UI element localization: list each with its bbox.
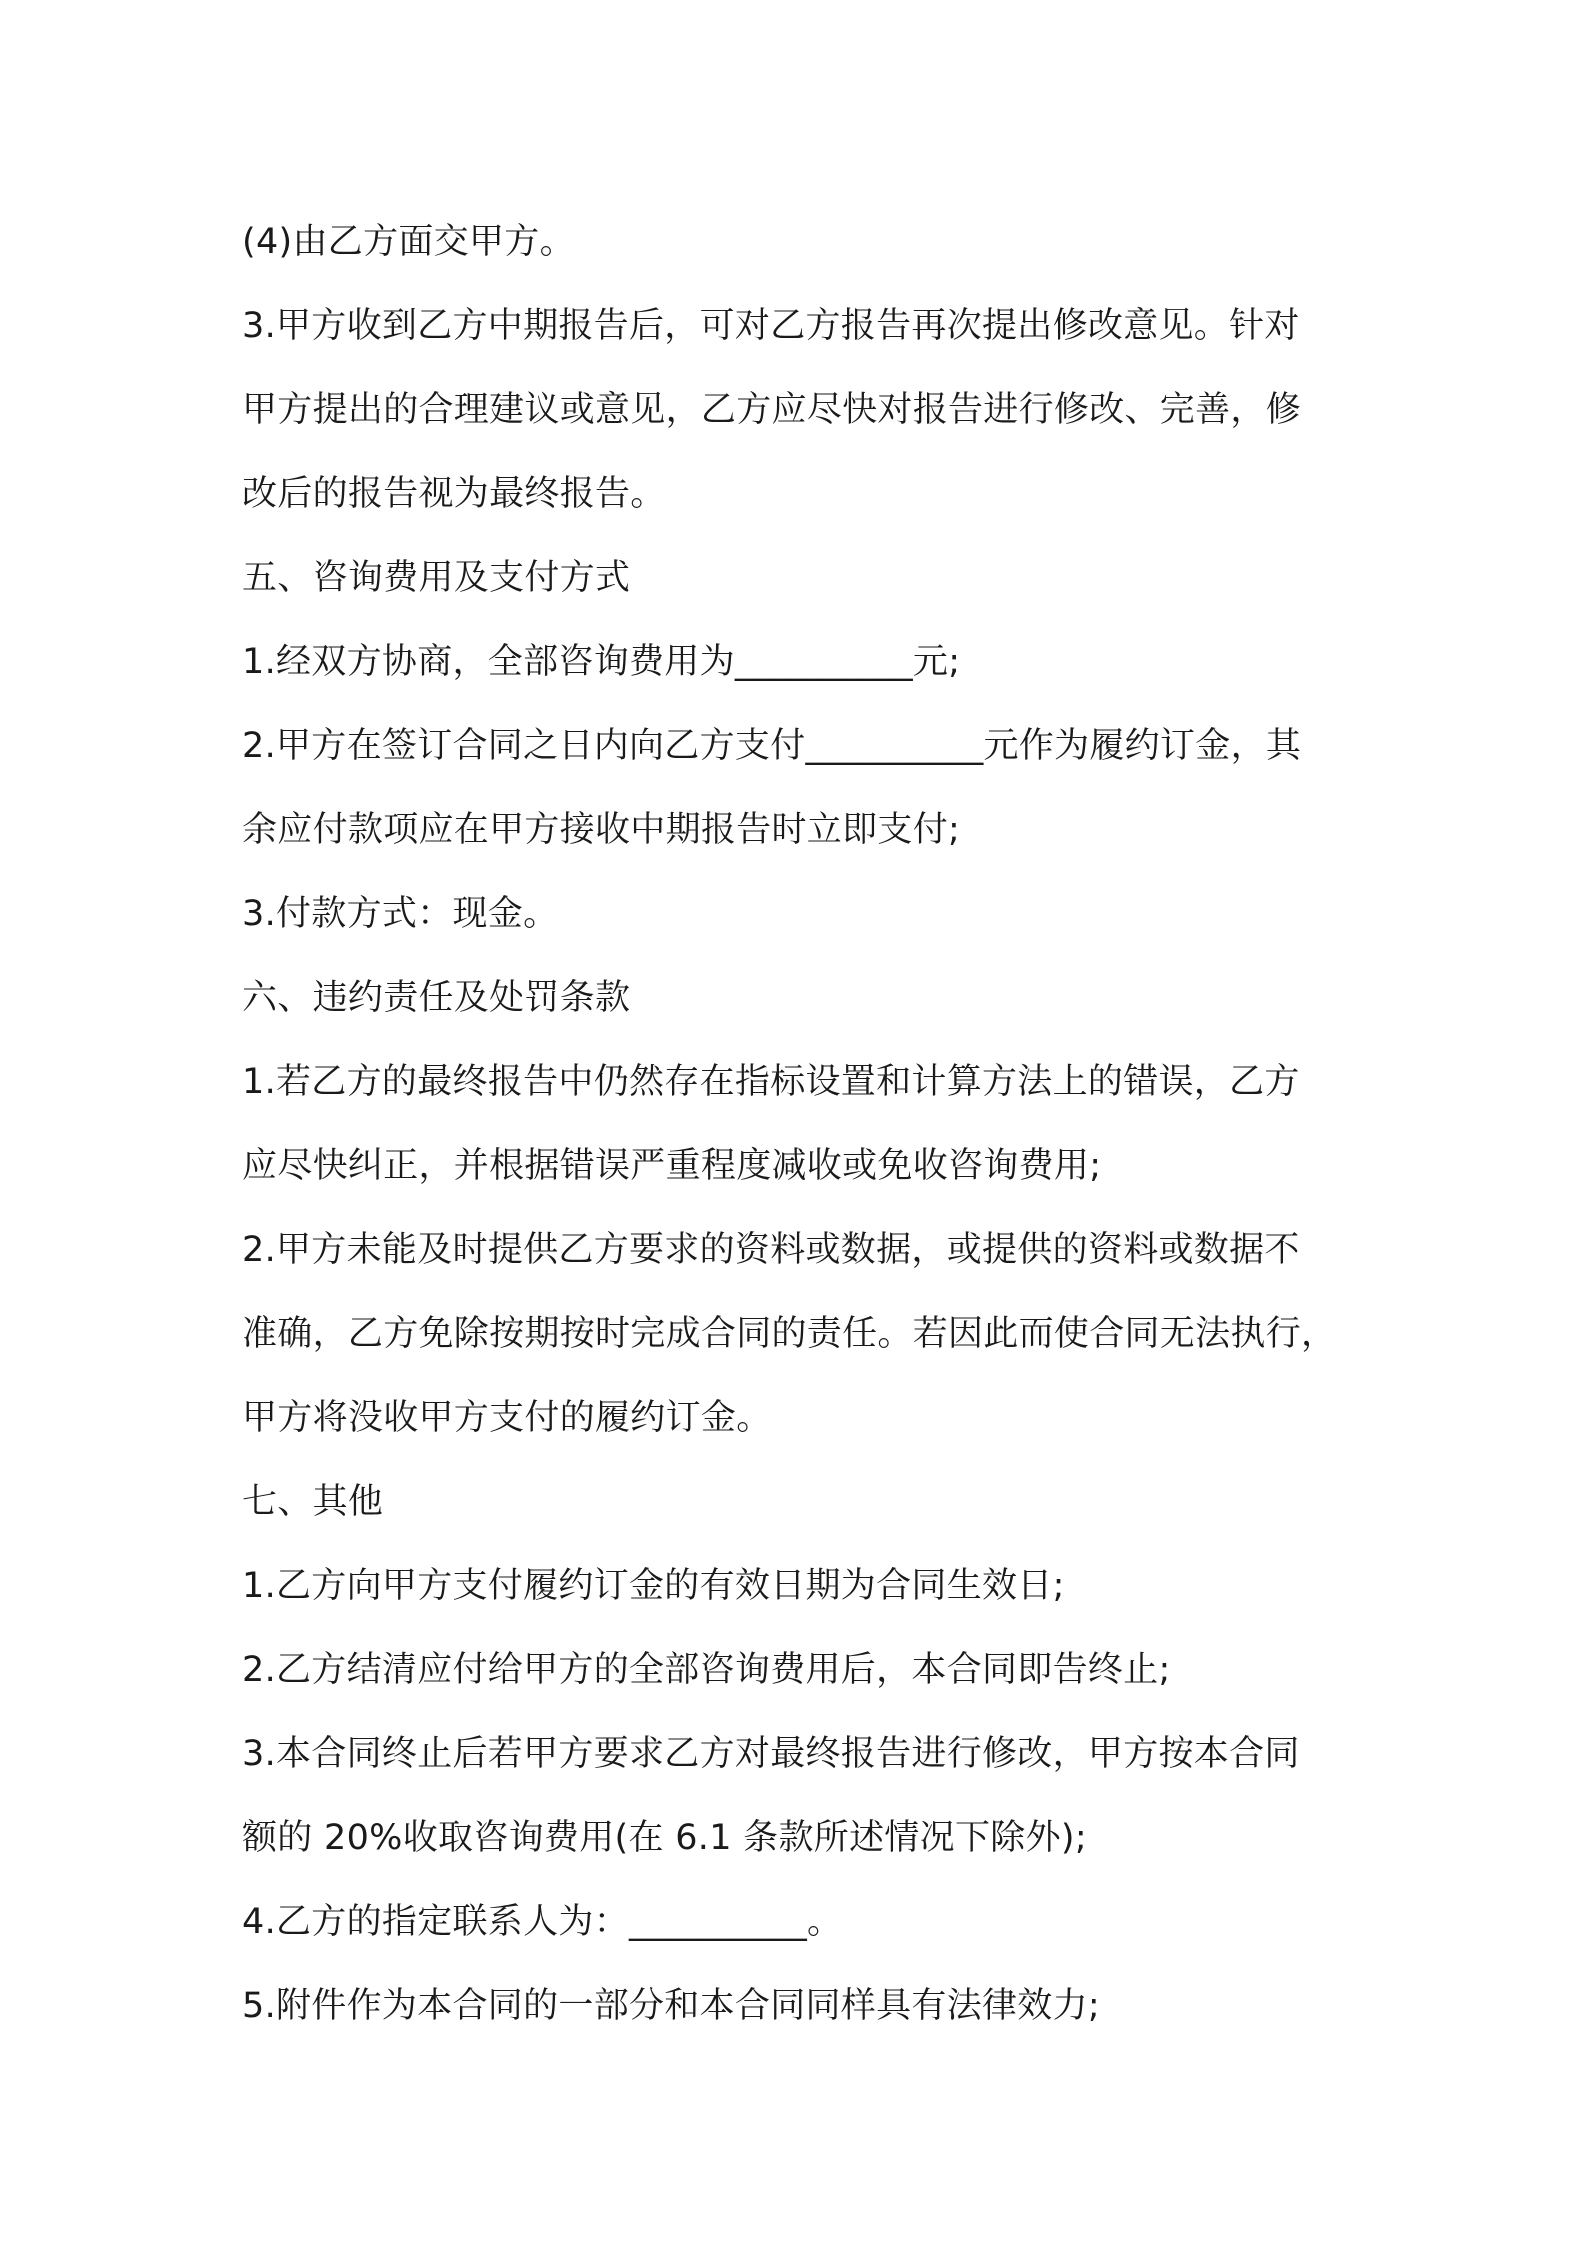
clause-4-3-line-2: 甲方提出的合理建议或意见，乙方应尽快对报告进行修改、完善，修 [242,390,1302,430]
clause-7-3-line-1: 3.本合同终止后若甲方要求乙方对最终报告进行修改，甲方按本合同 [242,1734,1300,1774]
section-heading-6: 六、违约责任及处罚条款 [242,978,631,1018]
clause-5-1-line: 1.经双方协商，全部咨询费用为__________元; [242,642,961,682]
clause-4-3-line-1: 3.甲方收到乙方中期报告后，可对乙方报告再次提出修改意见。针对 [242,306,1300,346]
clause-4-4-line: (4)由乙方面交甲方。 [242,222,575,262]
clause-6-2-line-1: 2.甲方未能及时提供乙方要求的资料或数据，或提供的资料或数据不 [242,1230,1300,1270]
clause-6-1-line-1: 1.若乙方的最终报告中仍然存在指标设置和计算方法上的错误，乙方 [242,1062,1300,1102]
clause-5-2-line-2: 余应付款项应在甲方接收中期报告时立即支付; [242,810,961,850]
clause-4-3-line-3: 改后的报告视为最终报告。 [242,474,666,514]
clause-6-1-line-2: 应尽快纠正，并根据错误严重程度减收或免收咨询费用; [242,1146,1102,1186]
clause-7-5-line: 5.附件作为本合同的一部分和本合同同样具有法律效力; [242,1986,1100,2026]
section-heading-7: 七、其他 [242,1482,384,1522]
clause-7-3-line-2: 额的 20%收取咨询费用(在 6.1 条款所述情况下除外); [242,1818,1087,1858]
document-body [242,200,1362,2048]
section-heading-5: 五、咨询费用及支付方式 [242,558,631,598]
clause-7-4-line: 4.乙方的指定联系人为：__________。 [242,1902,843,1942]
clause-5-3-line: 3.付款方式：现金。 [242,894,559,934]
clause-7-2-line: 2.乙方结清应付给甲方的全部咨询费用后，本合同即告终止; [242,1650,1171,1690]
clause-7-1-line: 1.乙方向甲方支付履约订金的有效日期为合同生效日; [242,1566,1065,1606]
clause-5-2-line-1: 2.甲方在签订合同之日内向乙方支付__________元作为履约订金，其 [242,726,1302,766]
clause-6-2-line-3: 甲方将没收甲方支付的履约订金。 [242,1398,772,1438]
clause-6-2-line-2: 准确，乙方免除按期按时完成合同的责任。若因此而使合同无法执行， [242,1314,1337,1354]
